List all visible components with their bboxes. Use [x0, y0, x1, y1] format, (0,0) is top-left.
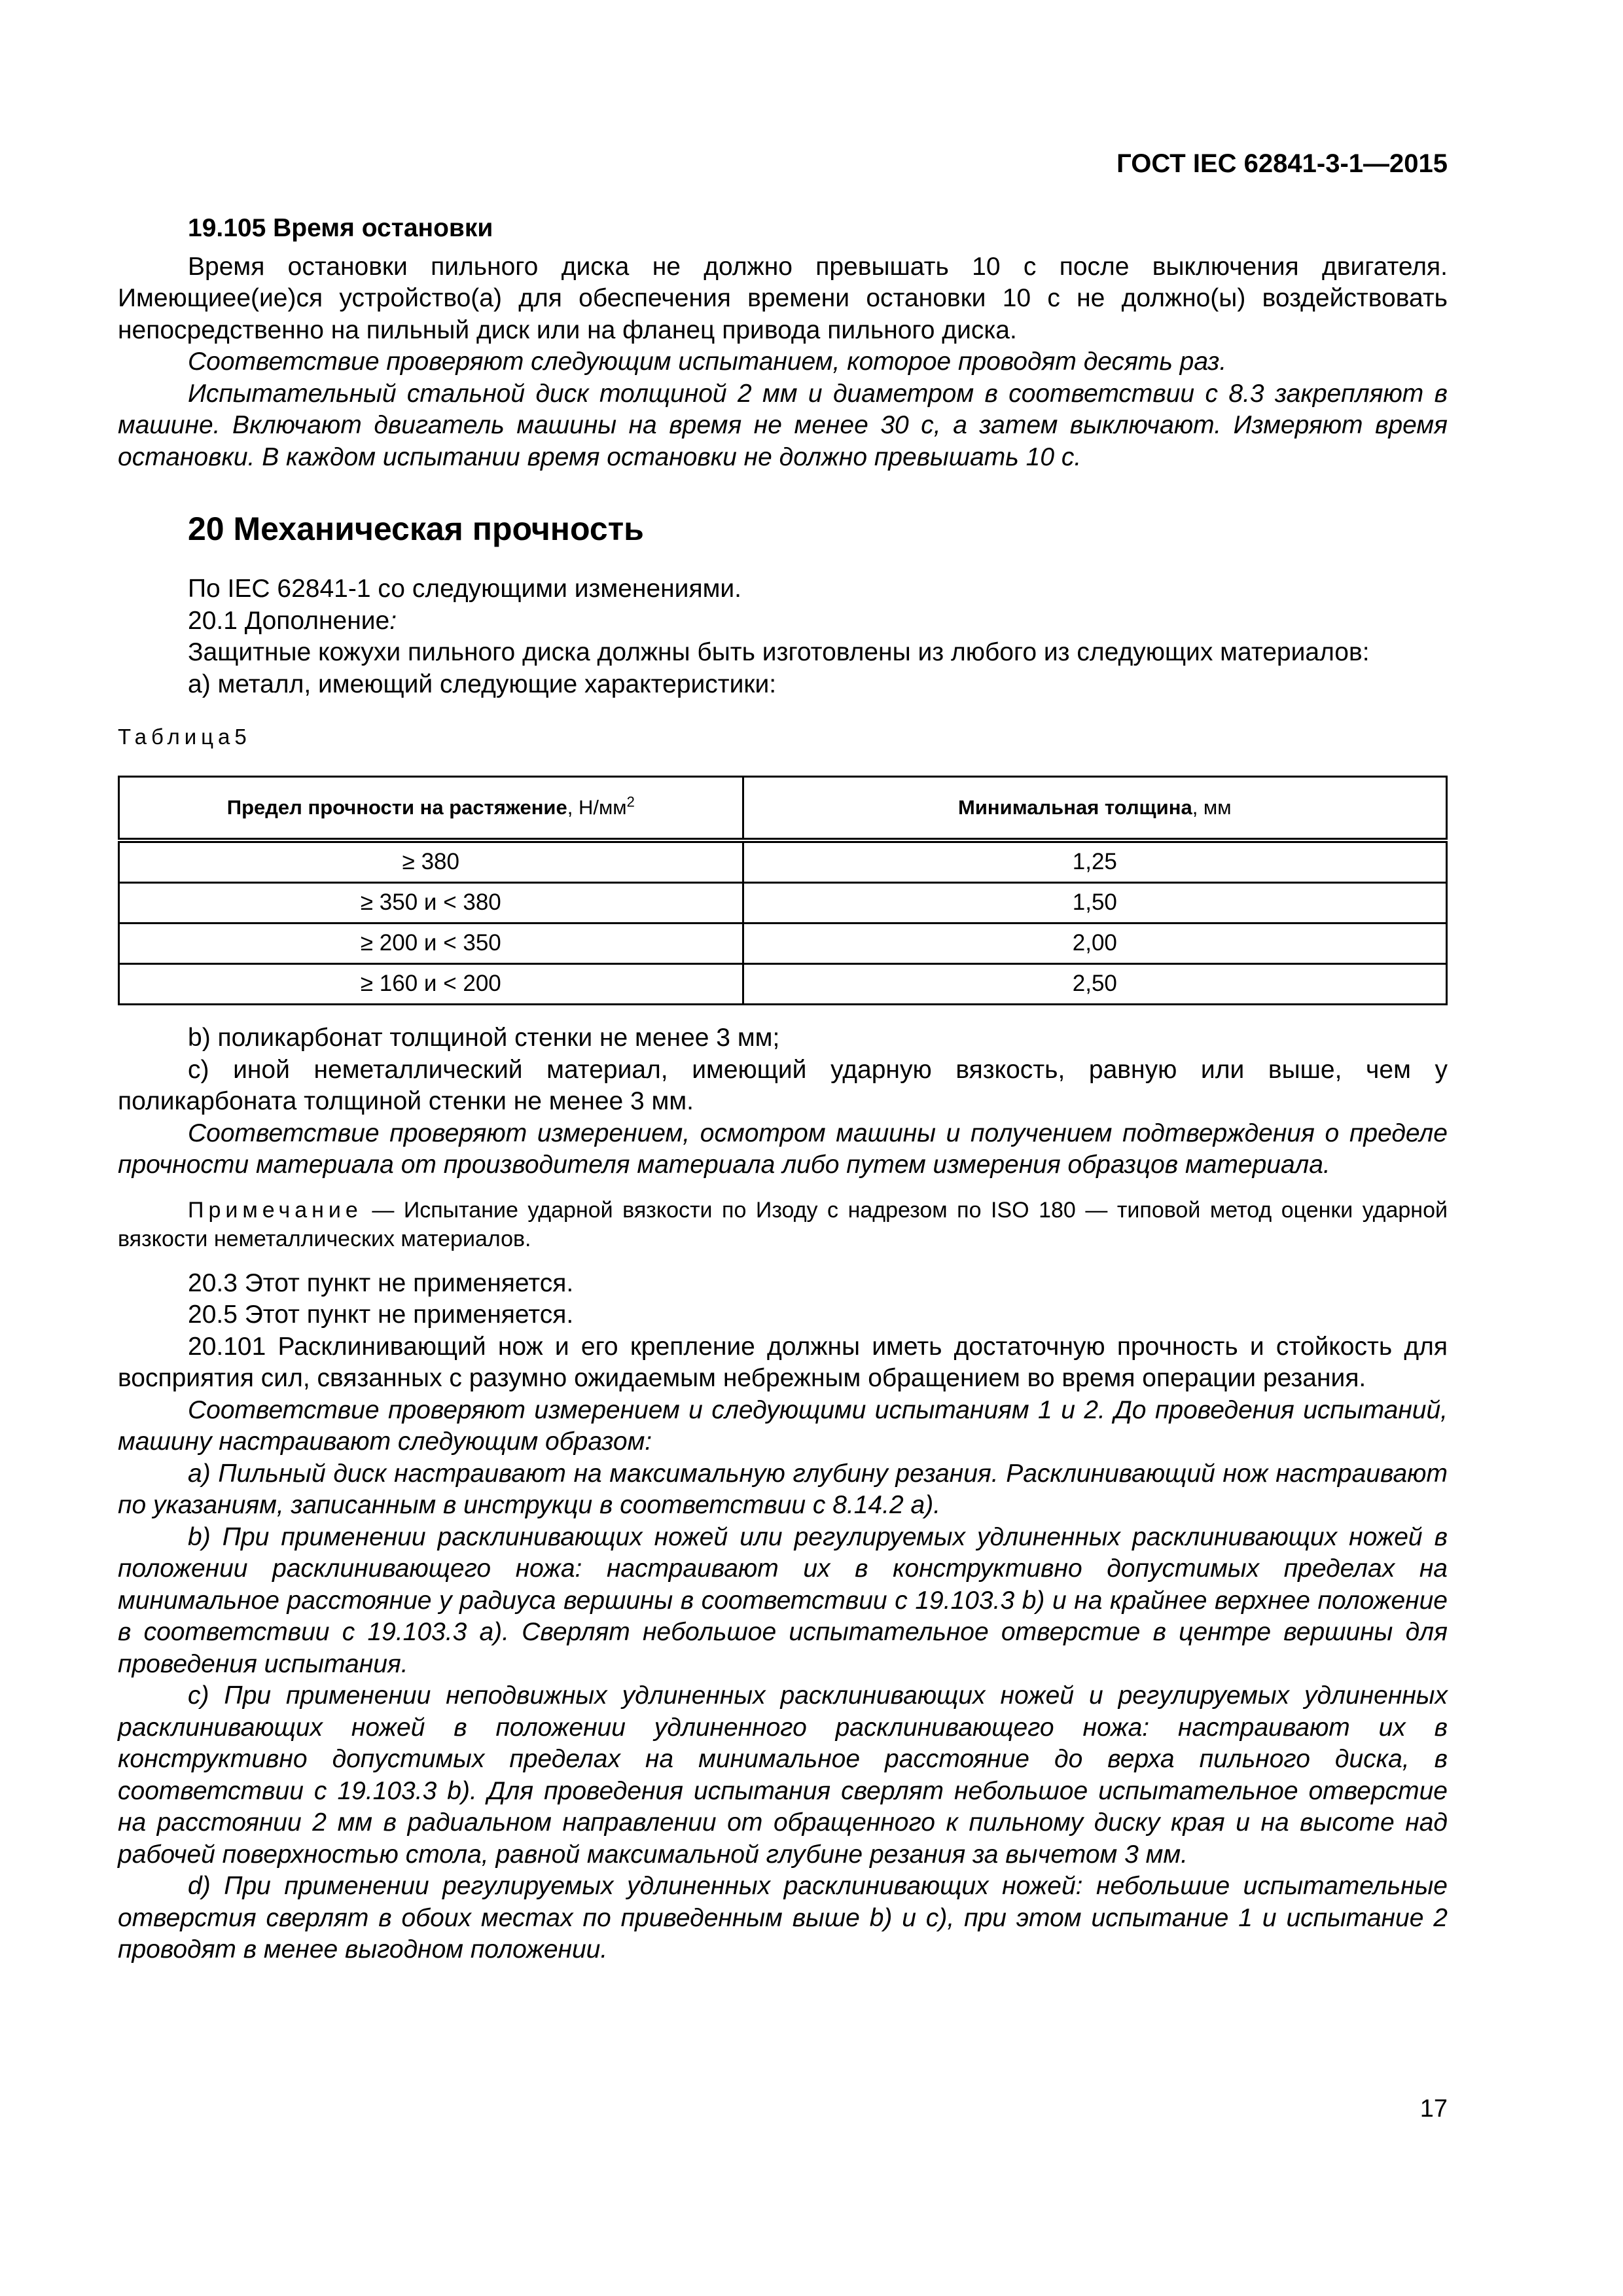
- table-cell: 1,50: [743, 883, 1446, 924]
- header-unit: , Н/мм: [567, 795, 627, 819]
- subsection-heading-19-105: 19.105 Время остановки: [188, 214, 493, 242]
- list-item: b) При применении расклинивающих ножей или регулируемых удлиненных расклинивающих ножей в положении расклинивающего ножа: настраивают их в конструктивно допустимых пределах на минимальное расстояние у радиуса вершины в соответствии с 19.103.3 b) и на крайнее верхнее положение в соответствии с 19.103.3 a). Сверлят небольшое испытательное отверстие в центре вершины для проведения испытания.: [118, 1522, 1448, 1678]
- note-label: Примечание: [188, 1197, 363, 1223]
- paragraph: 20.3 Этот пункт не применяется.: [188, 1268, 574, 1297]
- list-item: а) металл, имеющий следующие характеристики:: [188, 670, 777, 698]
- paragraph: Время остановки пильного диска не должно превышать 10 с после выключения двигателя. Имеющиее(ие)ся устройство(а) для обеспечения времени остановки 10 с не должно(ы) воздействовать непосредственно на пильный диск или на фланец привода пильного диска.: [118, 252, 1448, 344]
- table-row: [119, 840, 1447, 883]
- table-cell: ≥ 350 и < 380: [119, 883, 743, 924]
- paragraph: Защитные кожухи пильного диска должны быть изготовлены из любого из следующих материалов:: [188, 638, 1370, 666]
- table-cell: ≥ 380: [119, 840, 743, 883]
- addition-colon: :: [389, 606, 397, 635]
- table-row: [119, 883, 1447, 924]
- header-unit: , мм: [1192, 795, 1232, 819]
- document-header: ГОСТ IEC 62841-3-1—2015: [1116, 149, 1448, 178]
- table-cell: 2,50: [743, 964, 1446, 1005]
- table-cell: 2,00: [743, 924, 1446, 964]
- paragraph: 20.5 Этот пункт не применяется.: [188, 1300, 574, 1329]
- table-row: [119, 964, 1447, 1005]
- list-item: b) поликарбонат толщиной стенки не менее 3 мм;: [188, 1024, 780, 1052]
- compliance-paragraph: Соответствие проверяют измерением, осмотром машины и получением подтверждения о пределе прочности материала от производителя материала либо путем измерения образцов материала.: [118, 1119, 1448, 1179]
- paragraph: 20.101 Расклинивающий нож и его крепление должны иметь достаточную прочность и стойкость для восприятия сил, связанных с разумно ожидаемым небрежным обращением во время операции резания.: [118, 1332, 1448, 1392]
- table-row: [119, 924, 1447, 964]
- table-cell: ≥ 200 и < 350: [119, 924, 743, 964]
- paragraph: По IEC 62841-1 со следующими изменениями.: [188, 575, 742, 603]
- table-cell: ≥ 160 и < 200: [119, 964, 743, 1005]
- addition-label: 20.1 Дополнение: [188, 606, 390, 635]
- list-item: c) При применении неподвижных удлиненных расклинивающих ножей и регулируемых удлиненных расклинивающих ножей в положении удлиненного расклинивающего ножа: настраивают их в конструктивно допустимых пределах на минимальное расстояние до верха пильного диска, в соответствии с 19.103.3 b). Для проведения испытания сверлят небольшое испытательное отверстие на расстоянии 2 мм в радиальном направлении от обращенного к пильному диску края и на высоте над рабочей поверхностью стола, равной максимальной глубине резания за вычетом 3 мм.: [118, 1681, 1448, 1869]
- compliance-paragraph: Соответствие проверяют измерением и следующими испытаниям 1 и 2. До проведения испытаний, машину настраивают следующим образом:: [118, 1395, 1448, 1456]
- table-5: [118, 776, 1448, 1005]
- note: [118, 1196, 1448, 1253]
- table-cell: 1,25: [743, 840, 1446, 883]
- paragraph: [118, 605, 1448, 637]
- header-text: Предел прочности на растяжение: [226, 795, 567, 819]
- test-paragraph: Испытательный стальной диск толщиной 2 мм и диаметром в соответствии с 8.3 закрепляют в машине. Включают двигатель машины на время не менее 30 с, а затем выключают. Измеряют время остановки. В каждом испытании время остановки не должно превышать 10 с.: [118, 379, 1448, 471]
- page-number: 17: [1419, 2095, 1448, 2123]
- header-superscript: 2: [626, 793, 635, 810]
- compliance-paragraph: Соответствие проверяют следующим испытанием, которое проводят десять раз.: [188, 348, 1227, 376]
- table-header-row: [119, 777, 1447, 841]
- header-text: Минимальная толщина: [958, 795, 1192, 819]
- column-header-strength: [119, 777, 743, 841]
- list-item: a) Пильный диск настраивают на максимальную глубину резания. Расклинивающий нож настраивают по указаниям, записанным в инструкци в соответствии с 8.14.2 a).: [118, 1459, 1448, 1519]
- column-header-thickness: [743, 777, 1446, 841]
- section-heading-20: 20 Механическая прочность: [188, 511, 644, 547]
- note-text: — Испытание ударной вязкости по Изоду с надрезом по ISO 180 — типовой метод оценки ударной вязкости неметаллических материалов.: [118, 1197, 1448, 1251]
- list-item: c) иной неметаллический материал, имеющий ударную вязкость, равную или выше, чем у поликарбоната толщиной стенки не менее 3 мм.: [118, 1055, 1448, 1115]
- table-caption: Таблица5: [118, 725, 251, 749]
- list-item: d) При применении регулируемых удлиненных расклинивающих ножей: небольшие испытательные отверстия сверлят в обоих местах по приведенным выше b) и c), при этом испытание 1 и испытание 2 проводят в менее выгодном положении.: [118, 1872, 1448, 1964]
